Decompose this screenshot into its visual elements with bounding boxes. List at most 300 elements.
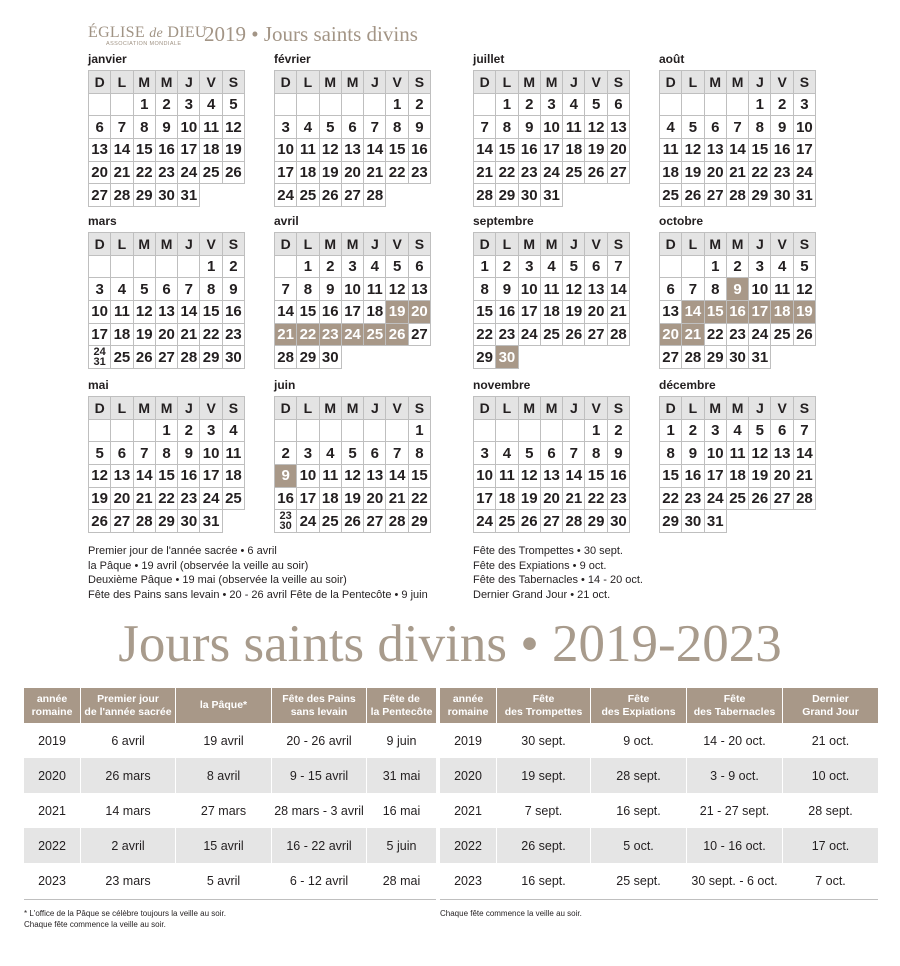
- holy-day-cell: 19: [794, 301, 816, 324]
- day-cell: 20: [156, 324, 178, 347]
- day-cell: 26: [585, 162, 607, 185]
- day-cell: 16: [682, 465, 704, 488]
- day-cell: 2: [727, 256, 749, 279]
- day-cell: 5: [342, 442, 364, 465]
- day-cell: 25: [320, 510, 342, 533]
- table-cell: 10 - 16 oct.: [687, 828, 783, 863]
- day-cell: 29: [134, 184, 156, 207]
- weekday-header: M: [156, 71, 178, 94]
- day-cell: 23: [727, 324, 749, 347]
- weekday-header: J: [364, 233, 386, 256]
- day-cell: 12: [519, 465, 541, 488]
- day-empty: [89, 420, 111, 443]
- weekday-header: S: [794, 71, 816, 94]
- weekday-header: L: [682, 233, 704, 256]
- weekday-header: V: [386, 71, 408, 94]
- day-cell: 9: [409, 116, 431, 139]
- day-cell: 14: [794, 442, 816, 465]
- table-cell: 2022: [24, 828, 81, 863]
- day-cell: 21: [364, 162, 386, 185]
- day-cell: 13: [660, 301, 682, 324]
- weekday-header: L: [682, 397, 704, 420]
- day-cell: 28: [111, 184, 133, 207]
- day-cell: 6: [156, 278, 178, 301]
- weekday-header: S: [409, 71, 431, 94]
- day-cell: 31: [541, 184, 563, 207]
- day-cell: 21: [111, 162, 133, 185]
- day-cell: 5: [794, 256, 816, 279]
- table-cell: 7 sept.: [497, 793, 591, 828]
- day-cell: 18: [111, 324, 133, 347]
- note-line: Deuxième Pâque • 19 mai (observée la veille au soir): [88, 574, 347, 586]
- holy-days-heading: Jours saints divins • 2019-2023: [118, 615, 782, 673]
- day-cell: 23: [223, 324, 245, 347]
- day-cell: 11: [541, 278, 563, 301]
- day-cell: 18: [541, 301, 563, 324]
- day-cell: 9: [682, 442, 704, 465]
- day-empty: [727, 94, 749, 117]
- day-cell: 22: [156, 488, 178, 511]
- day-cell: 8: [200, 278, 222, 301]
- weekday-header: M: [134, 233, 156, 256]
- note-line: Premier jour de l'année sacrée • 6 avril: [88, 545, 277, 557]
- note-line: Dernier Grand Jour • 21 oct.: [473, 588, 611, 601]
- day-empty: [563, 420, 585, 443]
- day-cell: 8: [660, 442, 682, 465]
- day-cell: 10: [178, 116, 200, 139]
- holy-day-cell: 21: [682, 324, 704, 347]
- weekday-header: M: [320, 71, 342, 94]
- day-cell: 1: [474, 256, 496, 279]
- holy-day-cell: 9: [727, 278, 749, 301]
- day-cell: 7: [608, 256, 630, 279]
- day-cell: 13: [156, 301, 178, 324]
- table-cell: 2021: [24, 793, 81, 828]
- weekday-header: M: [156, 397, 178, 420]
- day-cell: 15: [297, 301, 319, 324]
- weekday-header: M: [727, 233, 749, 256]
- day-empty: [474, 94, 496, 117]
- day-cell: 31: [749, 346, 771, 369]
- day-cell: 14: [608, 278, 630, 301]
- day-cell: 3: [794, 94, 816, 117]
- day-empty: [541, 420, 563, 443]
- table-row: [24, 793, 436, 828]
- day-cell: 20: [771, 465, 793, 488]
- day-empty: [275, 94, 297, 117]
- table-cell: 25 sept.: [591, 863, 687, 898]
- day-cell: 2: [519, 94, 541, 117]
- day-cell: 11: [496, 465, 518, 488]
- day-cell: 10: [705, 442, 727, 465]
- column-header: la Pâque*: [176, 688, 272, 723]
- table-cell: 16 - 22 avril: [272, 828, 367, 863]
- day-empty: [364, 420, 386, 443]
- footnote-right: Chaque fête commence la veille au soir.: [440, 909, 582, 918]
- month-grid: [659, 70, 816, 207]
- table-cell: 2020: [24, 758, 81, 793]
- day-cell: 23: [519, 162, 541, 185]
- weekday-header: M: [541, 233, 563, 256]
- day-cell: 15: [134, 139, 156, 162]
- day-cell: 27: [409, 324, 431, 347]
- weekday-header: L: [682, 71, 704, 94]
- day-cell: 28: [608, 324, 630, 347]
- day-cell: 25: [727, 488, 749, 511]
- day-cell: 5: [519, 442, 541, 465]
- table-row: [24, 758, 436, 793]
- weekday-header: M: [519, 397, 541, 420]
- day-empty: [178, 256, 200, 279]
- day-cell: 10: [200, 442, 222, 465]
- holy-day-cell: 25: [364, 324, 386, 347]
- day-empty: [386, 420, 408, 443]
- day-cell: 11: [727, 442, 749, 465]
- day-cell: 18: [660, 162, 682, 185]
- day-cell: 16: [771, 139, 793, 162]
- table-cell: 5 juin: [386, 838, 417, 853]
- weekday-header: V: [771, 397, 793, 420]
- weekday-header: V: [386, 233, 408, 256]
- day-cell: 5: [134, 278, 156, 301]
- weekday-header: M: [727, 397, 749, 420]
- day-cell: 19: [682, 162, 704, 185]
- day-cell: 14: [178, 301, 200, 324]
- day-cell: 6: [771, 420, 793, 443]
- day-cell: 4: [364, 256, 386, 279]
- month-calendar: [88, 378, 245, 533]
- day-cell: 17: [275, 162, 297, 185]
- weekday-header: L: [496, 233, 518, 256]
- autumn-feasts-table: [440, 688, 878, 900]
- month-name: février: [274, 52, 311, 66]
- table-cell: 7 oct.: [815, 873, 846, 888]
- holy-day-cell: 9: [275, 465, 297, 488]
- day-cell: 3: [519, 256, 541, 279]
- day-cell: 9: [320, 278, 342, 301]
- table-cell: 28 sept.: [591, 758, 687, 793]
- note-line: Fête des Tabernacles • 14 - 20 oct.: [473, 574, 643, 586]
- day-cell: 2: [275, 442, 297, 465]
- column-header: Fête des Expiations: [591, 688, 687, 723]
- day-cell: 21: [727, 162, 749, 185]
- day-cell: 4: [200, 94, 222, 117]
- day-cell: 30: [727, 346, 749, 369]
- day-cell: 19: [563, 301, 585, 324]
- day-cell: 19: [320, 162, 342, 185]
- day-cell: 27: [771, 488, 793, 511]
- day-cell: 29: [156, 510, 178, 533]
- day-cell: 28: [794, 488, 816, 511]
- day-cell: 1: [496, 94, 518, 117]
- day-cell: 13: [342, 139, 364, 162]
- month-calendar: [88, 214, 245, 369]
- day-cell: 10: [794, 116, 816, 139]
- day-cell: 31: [178, 184, 200, 207]
- day-cell: 24: [541, 162, 563, 185]
- day-cell: 29: [496, 184, 518, 207]
- weekday-header: M: [134, 71, 156, 94]
- weekday-header: L: [297, 71, 319, 94]
- table-cell: 10 oct.: [811, 768, 850, 783]
- day-cell: 25: [223, 488, 245, 511]
- day-cell: 3: [749, 256, 771, 279]
- day-empty: [275, 256, 297, 279]
- day-cell: 27: [608, 162, 630, 185]
- day-cell: 30: [320, 346, 342, 369]
- day-cell-merged: 23 30: [275, 510, 297, 533]
- day-cell: 31: [794, 184, 816, 207]
- day-cell: 30: [608, 510, 630, 533]
- column-header: Fête des Tabernacles: [687, 688, 783, 723]
- weekday-header: L: [496, 397, 518, 420]
- day-cell: 24: [749, 324, 771, 347]
- day-cell: 10: [541, 116, 563, 139]
- holy-day-cell: 23: [320, 324, 342, 347]
- weekday-header: M: [519, 233, 541, 256]
- day-cell: 7: [178, 278, 200, 301]
- day-cell: 10: [297, 465, 319, 488]
- day-cell: 9: [223, 278, 245, 301]
- day-cell: 12: [585, 116, 607, 139]
- day-cell: 22: [409, 488, 431, 511]
- weekday-header: J: [178, 71, 200, 94]
- holy-day-cell: 15: [705, 301, 727, 324]
- weekday-header: J: [364, 71, 386, 94]
- day-cell: 25: [200, 162, 222, 185]
- day-cell: 7: [563, 442, 585, 465]
- day-cell: 9: [156, 116, 178, 139]
- day-cell: 19: [134, 324, 156, 347]
- day-cell: 21: [608, 301, 630, 324]
- weekday-header: S: [409, 233, 431, 256]
- day-cell: 3: [178, 94, 200, 117]
- day-cell: 9: [608, 442, 630, 465]
- day-cell: 4: [297, 116, 319, 139]
- day-cell: 6: [608, 94, 630, 117]
- day-cell: 28: [682, 346, 704, 369]
- day-cell: 10: [749, 278, 771, 301]
- day-cell: 3: [342, 256, 364, 279]
- day-cell: 22: [749, 162, 771, 185]
- table-cell: 27 mars: [176, 793, 272, 828]
- day-cell: 22: [134, 162, 156, 185]
- day-cell: 27: [156, 346, 178, 369]
- day-empty: [364, 94, 386, 117]
- day-empty: [111, 94, 133, 117]
- day-cell: 4: [320, 442, 342, 465]
- day-cell: 8: [156, 442, 178, 465]
- day-cell: 29: [585, 510, 607, 533]
- day-cell: 15: [200, 301, 222, 324]
- table-cell: 2021: [440, 793, 497, 828]
- month-grid: [473, 70, 630, 207]
- day-cell: 6: [409, 256, 431, 279]
- weekday-header: M: [705, 71, 727, 94]
- day-cell: 2: [223, 256, 245, 279]
- day-cell: 17: [342, 301, 364, 324]
- month-calendar: [659, 214, 816, 369]
- table-cell: 28 mars - 3 avril: [272, 793, 367, 828]
- weekday-header: J: [563, 397, 585, 420]
- weekday-header: S: [223, 71, 245, 94]
- day-empty: [111, 420, 133, 443]
- day-cell: 23: [178, 488, 200, 511]
- day-empty: [320, 94, 342, 117]
- day-cell: 12: [342, 465, 364, 488]
- day-cell: 12: [749, 442, 771, 465]
- day-cell: 6: [705, 116, 727, 139]
- day-cell: 27: [705, 184, 727, 207]
- table-rule: [440, 899, 878, 900]
- day-cell: 31: [200, 510, 222, 533]
- table-cell: 2020: [440, 758, 497, 793]
- logo-word-eglise: ÉGLISE: [88, 24, 145, 41]
- day-cell: 23: [682, 488, 704, 511]
- day-cell: 13: [364, 465, 386, 488]
- weekday-header: V: [585, 233, 607, 256]
- day-cell: 10: [474, 465, 496, 488]
- day-cell: 4: [563, 94, 585, 117]
- day-cell: 17: [200, 465, 222, 488]
- table-cell: 26 mars: [81, 758, 176, 793]
- day-empty: [342, 420, 364, 443]
- day-cell: 25: [563, 162, 585, 185]
- day-cell: 8: [705, 278, 727, 301]
- day-cell: 1: [200, 256, 222, 279]
- day-cell: 10: [275, 139, 297, 162]
- day-empty: [297, 94, 319, 117]
- day-empty: [660, 256, 682, 279]
- day-cell: 9: [519, 116, 541, 139]
- month-calendar: [274, 52, 431, 207]
- table-row: [440, 863, 878, 898]
- holy-day-cell: 20: [660, 324, 682, 347]
- month-calendar: [274, 378, 431, 533]
- day-cell: 26: [749, 488, 771, 511]
- month-name: mai: [88, 378, 109, 392]
- day-cell: 5: [320, 116, 342, 139]
- day-empty: [297, 420, 319, 443]
- day-empty: [519, 420, 541, 443]
- table-cell: 9 oct.: [591, 723, 687, 758]
- weekday-header: S: [409, 397, 431, 420]
- table-cell: 28 mai: [382, 873, 421, 888]
- day-cell: 18: [320, 488, 342, 511]
- day-cell: 24: [200, 488, 222, 511]
- day-cell: 7: [727, 116, 749, 139]
- day-cell: 11: [200, 116, 222, 139]
- day-cell: 4: [223, 420, 245, 443]
- day-cell: 25: [660, 184, 682, 207]
- day-cell: 26: [519, 510, 541, 533]
- table-cell: 6 - 12 avril: [272, 863, 367, 898]
- day-cell: 23: [496, 324, 518, 347]
- day-cell: 2: [771, 94, 793, 117]
- notes-autumn: [473, 544, 643, 602]
- day-cell: 14: [474, 139, 496, 162]
- day-cell: 8: [409, 442, 431, 465]
- day-cell: 26: [223, 162, 245, 185]
- weekday-header: M: [342, 71, 364, 94]
- day-cell: 10: [519, 278, 541, 301]
- day-cell: 21: [474, 162, 496, 185]
- day-cell: 7: [682, 278, 704, 301]
- day-cell: 11: [297, 139, 319, 162]
- table-cell: 6 avril: [81, 723, 176, 758]
- month-name: novembre: [473, 378, 531, 392]
- table-row: [440, 758, 878, 793]
- table-cell: 2022: [440, 828, 497, 863]
- month-name: août: [659, 52, 685, 66]
- table-cell: 2 avril: [81, 828, 176, 863]
- day-cell: 22: [585, 488, 607, 511]
- table-cell: 31 mai: [382, 768, 421, 783]
- month-name: juin: [274, 378, 296, 392]
- day-cell: 5: [563, 256, 585, 279]
- day-cell: 13: [771, 442, 793, 465]
- day-cell: 3: [89, 278, 111, 301]
- day-cell: 28: [727, 184, 749, 207]
- month-calendar: [274, 214, 431, 369]
- day-cell: 17: [297, 488, 319, 511]
- day-cell: 2: [496, 256, 518, 279]
- day-empty: [89, 256, 111, 279]
- day-cell: 13: [541, 465, 563, 488]
- day-cell: 2: [156, 94, 178, 117]
- table-cell: 19 sept.: [497, 758, 591, 793]
- day-cell: 4: [660, 116, 682, 139]
- day-cell: 11: [771, 278, 793, 301]
- day-cell: 11: [563, 116, 585, 139]
- month-name: octobre: [659, 214, 704, 228]
- table-cell: 2019: [24, 723, 81, 758]
- day-cell: 3: [275, 116, 297, 139]
- day-cell: 27: [364, 510, 386, 533]
- day-cell: 11: [660, 139, 682, 162]
- holy-day-cell: 19: [386, 301, 408, 324]
- day-cell: 2: [608, 420, 630, 443]
- day-cell: 22: [660, 488, 682, 511]
- day-cell: 24: [705, 488, 727, 511]
- day-cell: 2: [178, 420, 200, 443]
- day-cell: 17: [89, 324, 111, 347]
- weekday-header: M: [705, 233, 727, 256]
- day-cell: 13: [705, 139, 727, 162]
- day-cell: 20: [364, 488, 386, 511]
- weekday-header: M: [342, 233, 364, 256]
- day-cell: 3: [200, 420, 222, 443]
- day-cell: 14: [386, 465, 408, 488]
- month-calendar: [473, 378, 630, 533]
- month-grid: [473, 232, 630, 369]
- weekday-header: D: [89, 71, 111, 94]
- day-cell: 5: [223, 94, 245, 117]
- day-cell: 18: [200, 139, 222, 162]
- day-empty: [156, 256, 178, 279]
- day-cell: 18: [223, 465, 245, 488]
- weekday-header: V: [585, 397, 607, 420]
- table-cell: 20 - 26 avril: [272, 723, 367, 758]
- column-header: année romaine: [440, 688, 497, 723]
- day-cell: 26: [320, 184, 342, 207]
- day-cell: 19: [519, 488, 541, 511]
- day-cell: 14: [134, 465, 156, 488]
- day-cell: 7: [794, 420, 816, 443]
- weekday-header: L: [297, 397, 319, 420]
- day-empty: [660, 94, 682, 117]
- day-cell: 6: [364, 442, 386, 465]
